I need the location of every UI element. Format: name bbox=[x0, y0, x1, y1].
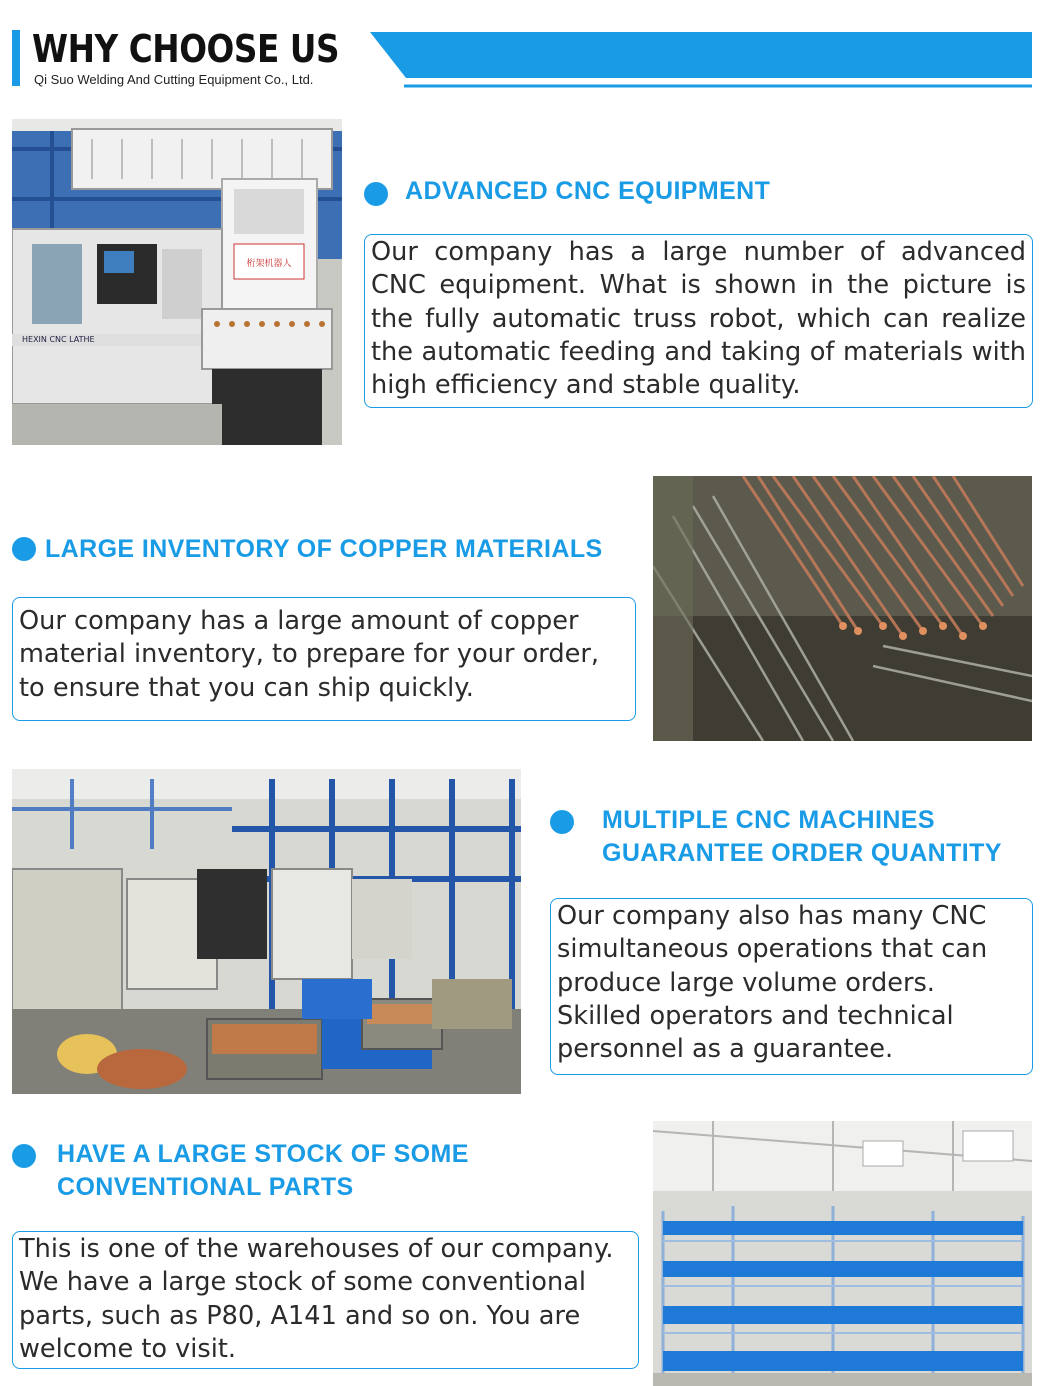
heading-line: CONVENTIONAL PARTS bbox=[57, 1173, 354, 1201]
section-heading bbox=[45, 533, 603, 566]
heading-line: GUARANTEE ORDER QUANTITY bbox=[602, 839, 1002, 867]
heading-line: ADVANCED CNC EQUIPMENT bbox=[405, 177, 771, 205]
lathe-brand-label: HEXIN CNC LATHE bbox=[22, 335, 95, 344]
copper-rods-photo bbox=[653, 476, 1032, 741]
section-text-box bbox=[550, 898, 1033, 1075]
heading-line: LARGE INVENTORY OF COPPER MATERIALS bbox=[45, 535, 603, 563]
section-heading bbox=[602, 804, 1002, 870]
warehouse-shelves-photo bbox=[653, 1121, 1032, 1386]
section-body-text: This is one of the warehouses of our company. We have a large stock of some conventional parts, such as P80, A141 and so on. You are welcome to visit. bbox=[19, 1234, 614, 1364]
section-text-box bbox=[12, 597, 636, 721]
section-body-text: Our company also has many CNC simultaneous operations that can produce large volume orders. Skilled operators and technical personnel as a guarantee. bbox=[557, 901, 988, 1065]
section-body-text: Our company has a large amount of copper material inventory, to prepare for your order, to ensure that you can ship quickly. bbox=[19, 606, 599, 703]
section-heading bbox=[57, 1138, 469, 1204]
section-bullet-icon bbox=[550, 810, 574, 834]
header-banner-decoration bbox=[370, 32, 1032, 90]
section-heading bbox=[405, 175, 770, 208]
factory-floor-photo bbox=[12, 769, 521, 1094]
heading-line: MULTIPLE CNC MACHINES bbox=[602, 806, 935, 834]
section-bullet-icon bbox=[12, 1144, 36, 1168]
header-accent-bar bbox=[12, 30, 20, 86]
section-text-box bbox=[364, 234, 1033, 408]
cnc-lathe-robot-photo bbox=[12, 119, 342, 445]
page-title: WHY CHOOSE US bbox=[32, 27, 340, 71]
section-bullet-icon bbox=[12, 537, 36, 561]
robot-cabinet-sign: 桁架机器人 bbox=[246, 259, 292, 269]
heading-line: HAVE A LARGE STOCK OF SOME bbox=[57, 1140, 469, 1168]
section-bullet-icon bbox=[364, 182, 388, 206]
section-body-text: Our company has a large number of advanced CNC equipment. What is shown in the picture is the fully automatic truss robot, which can realize the automatic feeding and taking of materials with high efficiency and stable quality. bbox=[371, 237, 1026, 401]
section-text-box bbox=[12, 1231, 639, 1369]
company-name: Qi Suo Welding And Cutting Equipment Co., Ltd. bbox=[34, 72, 314, 87]
